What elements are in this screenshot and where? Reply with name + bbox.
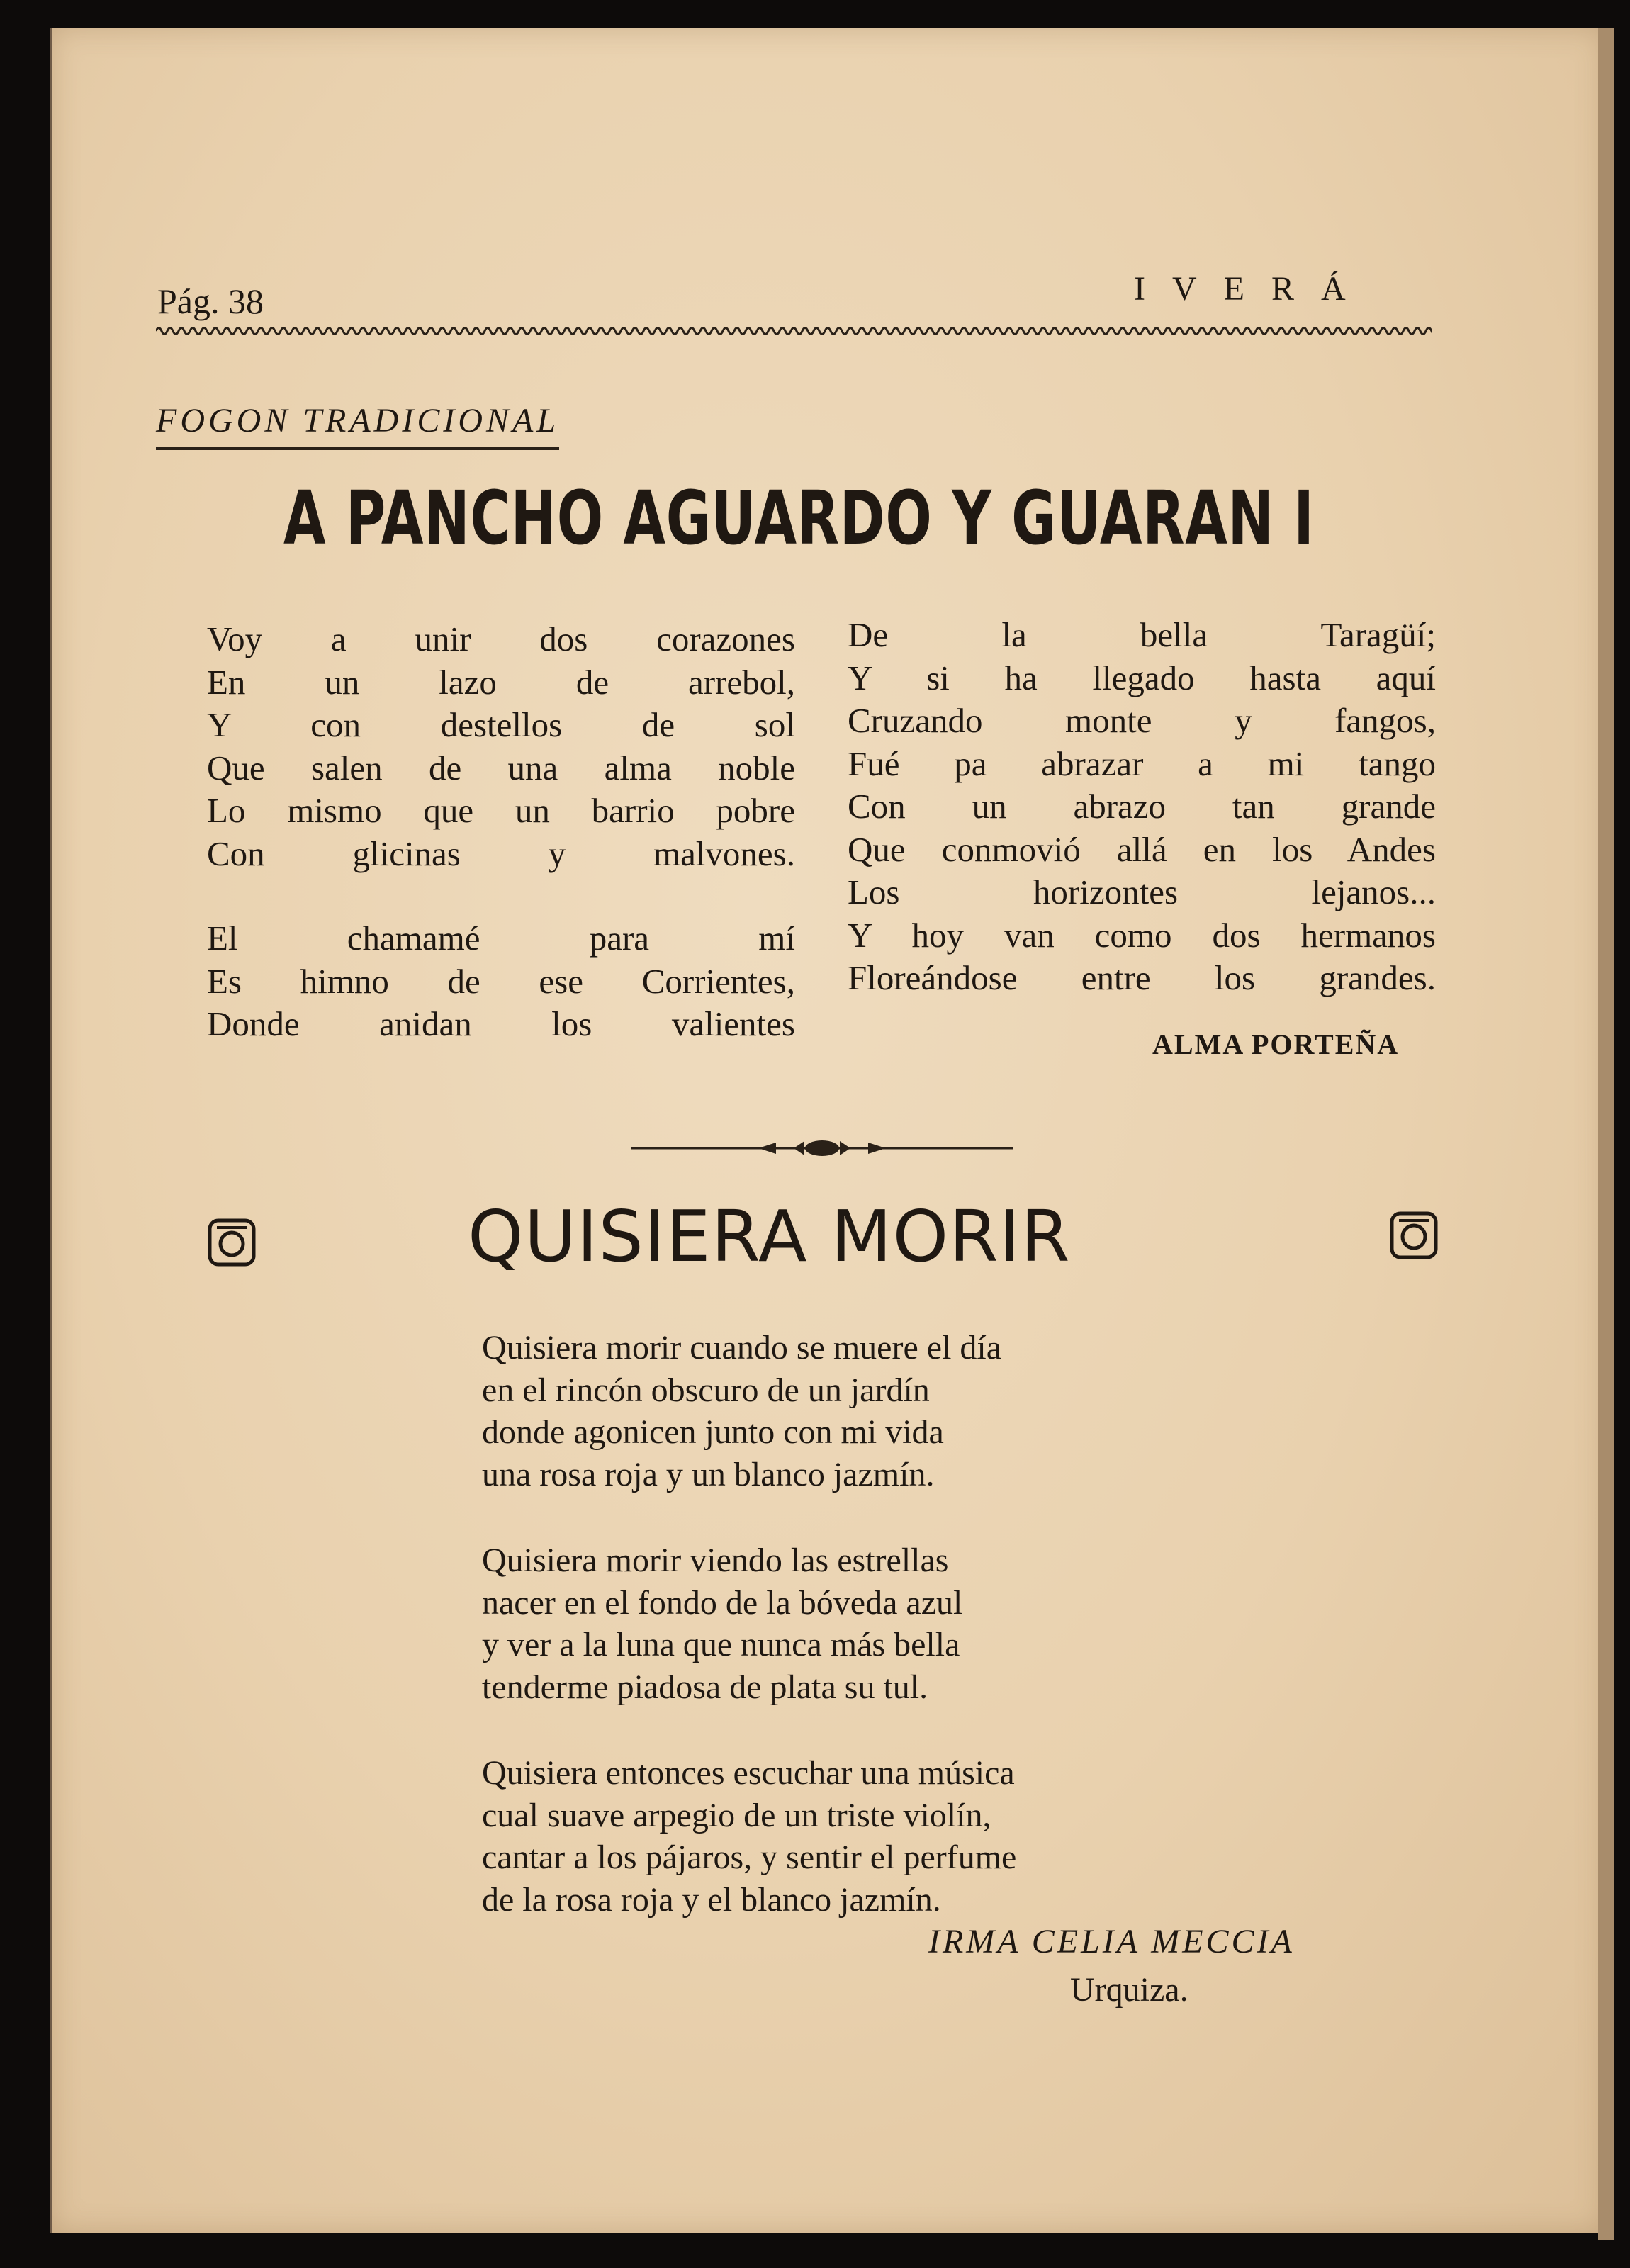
ornament-divider bbox=[631, 1130, 1013, 1166]
verse-line: Que conmovió allá en los Andes bbox=[848, 829, 1436, 869]
verse-line: Quisiera entonces escuchar una música bbox=[482, 1754, 1015, 1792]
verse-line: Es himno de ese Corrientes, bbox=[207, 961, 795, 1001]
poem2-author: IRMA CELIA MECCIA bbox=[928, 1923, 1295, 1960]
verse-line: en el rincón obscuro de un jardín bbox=[482, 1371, 930, 1409]
verse-line: Fué pa abrazar a mi tango bbox=[848, 743, 1436, 783]
verse-line: Que salen de una alma noble bbox=[207, 748, 795, 787]
camera-ornament-icon bbox=[1389, 1211, 1439, 1260]
verse-line: Lo mismo que un barrio pobre bbox=[207, 791, 795, 830]
verse-line: De la bella Taragüí; bbox=[848, 615, 1436, 654]
poem2-stanza-3 bbox=[482, 1752, 1219, 1921]
verse-line: Y con destellos de sol bbox=[207, 705, 795, 744]
poem1-stanza-2 bbox=[207, 917, 795, 1046]
verse-line: Y hoy van como dos hermanos bbox=[848, 915, 1436, 955]
verse-line: de la rosa roja y el blanco jazmín. bbox=[482, 1880, 941, 1919]
page-number: Pág. 38 bbox=[157, 281, 264, 321]
verse-line: y ver a la luna que nunca más bella bbox=[482, 1626, 960, 1663]
poem2-stanza-1 bbox=[482, 1327, 1219, 1495]
verse-line: Con un abrazo tan grande bbox=[848, 787, 1436, 826]
verse-line: nacer en el fondo de la bóveda azul bbox=[482, 1583, 963, 1622]
verse-line: Voy a unir dos corazones bbox=[207, 619, 795, 658]
poem2-stanza-2 bbox=[482, 1539, 1219, 1708]
poem1-author: ALMA PORTEÑA bbox=[1152, 1028, 1400, 1060]
wavy-rule bbox=[156, 320, 1432, 342]
poem1-column-2 bbox=[848, 614, 1436, 1000]
magazine-title: IVERÁ bbox=[1134, 270, 1373, 308]
page-edge bbox=[1598, 28, 1614, 2240]
poem1-stanza-1 bbox=[207, 618, 795, 875]
verse-line: una rosa roja y un blanco jazmín. bbox=[482, 1455, 935, 1493]
section-label: FOGON TRADICIONAL bbox=[156, 401, 559, 450]
verse-line: Cruzando monte y fangos, bbox=[848, 701, 1436, 740]
verse-line: Donde anidan los valientes bbox=[207, 1004, 795, 1043]
poem1-title: A PANCHO AGUARDO Y GUARAN I bbox=[283, 475, 1315, 561]
verse-line: cantar a los pájaros, y sentir el perfume bbox=[482, 1838, 1017, 1876]
poem2-title: QUISIERA MORIR bbox=[468, 1195, 1071, 1278]
camera-ornament-icon bbox=[207, 1218, 257, 1267]
verse-line: Los horizontes lejanos... bbox=[848, 872, 1436, 911]
verse-line: Y si ha llegado hasta aquí bbox=[848, 658, 1436, 697]
verse-line: Quisiera morir cuando se muere el día bbox=[482, 1329, 1002, 1366]
verse-line: Floreándose entre los grandes. bbox=[848, 958, 1436, 997]
verse-line: Quisiera morir viendo las estrellas bbox=[482, 1542, 949, 1579]
verse-line: El chamamé para mí bbox=[207, 919, 795, 958]
verse-line: donde agonicen junto con mi vida bbox=[482, 1413, 944, 1451]
poem2-place: Urquiza. bbox=[1070, 1971, 1188, 2009]
verse-line: Con glicinas y malvones. bbox=[207, 833, 795, 873]
verse-line: cual suave arpegio de un triste violín, bbox=[482, 1796, 991, 1834]
poem2-body bbox=[482, 1327, 1219, 1921]
poem1-column-1 bbox=[207, 618, 795, 1046]
verse-line: tenderme piadosa de plata su tul. bbox=[482, 1668, 928, 1706]
verse-line: En un lazo de arrebol, bbox=[207, 662, 795, 702]
